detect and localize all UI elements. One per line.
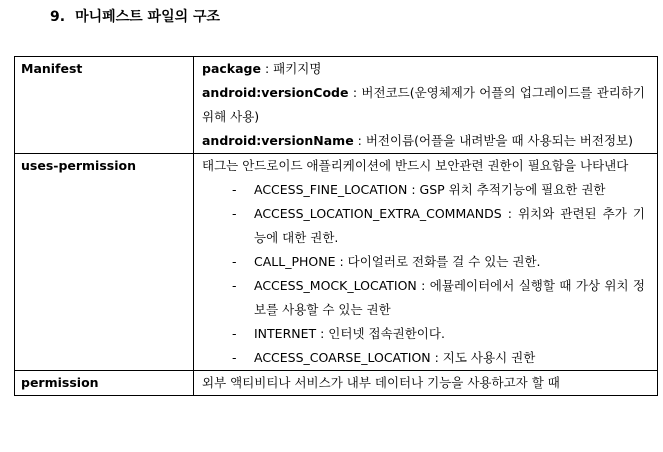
list-item-text: ACCESS_LOCATION_EXTRA_COMMANDS : 위치와 관련된 추가 기능에 대한 권한.	[254, 206, 645, 245]
list-item-text: ACCESS_COARSE_LOCATION : 지도 사용시 권한	[254, 350, 536, 365]
attr-version-name: android:versionName	[202, 133, 354, 148]
row-value-uses-permission	[194, 154, 658, 371]
manifest-line-version-name	[202, 129, 645, 153]
table-row-manifest	[15, 57, 658, 154]
list-item-text: ACCESS_MOCK_LOCATION : 에뮬레이터에서 실행할 때 가상 위치 정보를 사용할 수 있는 권한	[254, 278, 645, 317]
attr-package: package	[202, 61, 261, 76]
list-item-text: INTERNET : 인터넷 접속권한이다.	[254, 326, 445, 341]
attr-version-code-desc: : 버전코드(운영체제가 어플의 업그레이드를 관리하기 위해 사용)	[202, 85, 645, 124]
list-item	[202, 178, 645, 202]
row-value-manifest	[194, 57, 658, 154]
row-key-manifest: Manifest	[15, 57, 194, 154]
attr-package-desc: : 패키지명	[260, 61, 322, 76]
list-item	[202, 250, 645, 274]
section-number: 9.	[50, 9, 66, 25]
list-dash: -	[232, 278, 237, 293]
list-item	[202, 274, 645, 322]
row-key-uses-permission: uses-permission	[15, 154, 194, 371]
section-heading	[50, 6, 220, 26]
row-value-permission: 외부 액티비티나 서비스가 내부 데이터나 기능을 사용하고자 할 때	[194, 371, 658, 396]
list-dash: -	[232, 254, 237, 269]
manifest-line-version-code	[202, 81, 645, 129]
list-dash: -	[232, 350, 237, 365]
table-row-uses-permission	[15, 154, 658, 371]
attr-version-code: android:versionCode	[202, 85, 349, 100]
uses-permission-intro: 태그는 안드로이드 애플리케이션에 반드시 보안관련 권한이 필요함을 나타낸다	[202, 158, 629, 173]
list-item	[202, 202, 645, 250]
list-dash: -	[232, 182, 237, 197]
attr-version-name-desc: : 버전이름(어플을 내려받을 때 사용되는 버전정보)	[353, 133, 633, 148]
row-key-permission: permission	[15, 371, 194, 396]
manifest-structure-table	[14, 56, 658, 396]
list-dash: -	[232, 326, 237, 341]
manifest-line-package	[202, 57, 645, 81]
table-row-permission	[15, 371, 658, 396]
list-item-text: ACCESS_FINE_LOCATION : GSP 위치 추적기능에 필요한 권한	[254, 182, 606, 197]
list-dash: -	[232, 206, 237, 221]
list-item	[202, 322, 645, 346]
permission-list	[202, 178, 645, 370]
list-item	[202, 346, 645, 370]
section-title: 마니페스트 파일의 구조	[75, 9, 221, 25]
list-item-text: CALL_PHONE : 다이얼러로 전화를 걸 수 있는 권한.	[254, 254, 541, 269]
